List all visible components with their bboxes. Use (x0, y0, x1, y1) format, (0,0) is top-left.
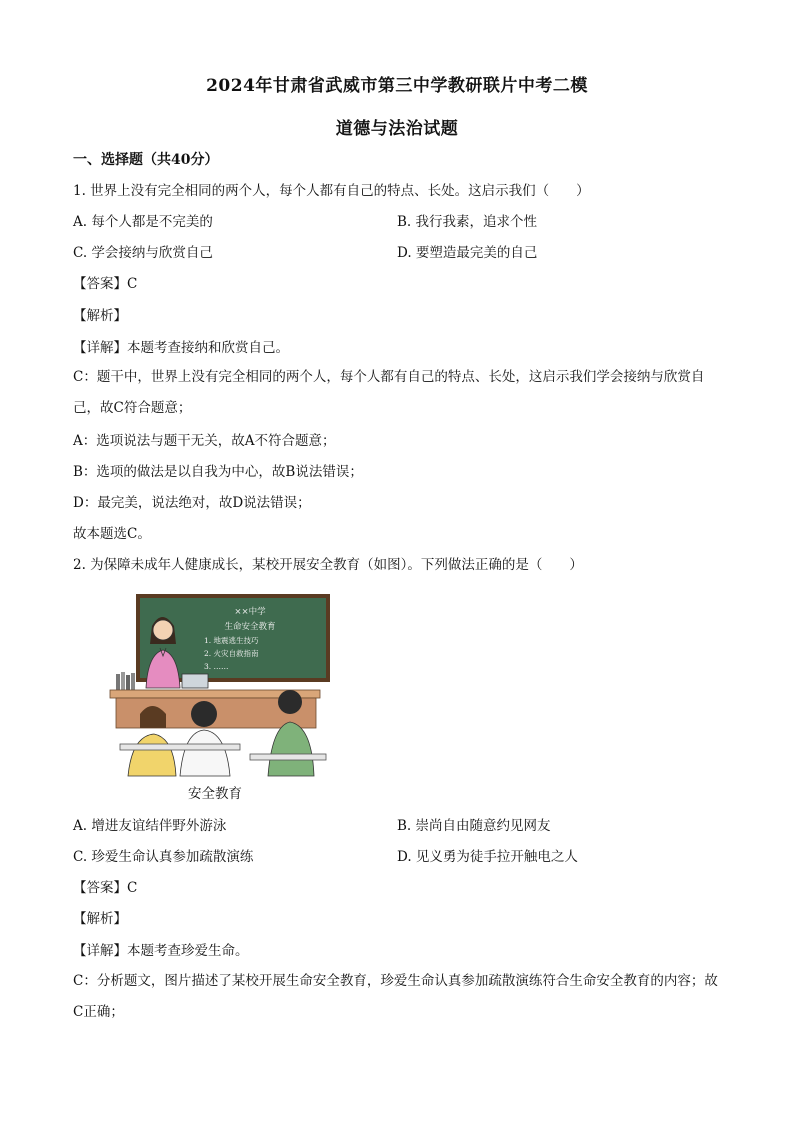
q2-explain-c: C：分析题文，图片描述了某校开展生命安全教育，珍爱生命认真参加疏散演练符合生命安全教育的内容；故C正确； (73, 973, 718, 1020)
q2-option-d: D. 见义勇为徒手拉开触电之人 (397, 849, 578, 865)
page-title: 2024年甘肃省武威市第三中学教研联片中考二模 (206, 76, 588, 96)
q1-explain-a: A：选项说法与题干无关，故A不符合题意； (73, 433, 336, 449)
q2-stem: 2. 为保障未成年人健康成长，某校开展安全教育（如图）。下列做法正确的是（ ） (73, 557, 583, 573)
classroom-illustration (100, 590, 330, 778)
q2-analysis: 【解析】 (73, 911, 127, 927)
board-line-4: 2. 火灾自救指南 (204, 649, 259, 658)
q1-explain-c: C：题干中，世界上没有完全相同的两个人，每个人都有自己的特点、长处，这启示我们学会接纳与欣赏自己，故C符合题意； (73, 369, 705, 416)
student-desk-right (250, 754, 326, 760)
board-line-2: 生命安全教育 (224, 622, 276, 632)
section-heading: 一、选择题（共40分） (73, 152, 219, 168)
q1-detail: 【详解】本题考查接纳和欣赏自己。 (73, 340, 289, 356)
q1-option-d: D. 要塑造最完美的自己 (397, 245, 538, 261)
page-subtitle: 道德与法治试题 (335, 119, 459, 139)
q1-option-c: C. 学会接纳与欣赏自己 (73, 245, 213, 261)
figure-caption: 安全教育 (188, 786, 242, 802)
student-desk (120, 744, 240, 750)
q2-option-b: B. 崇尚自由随意约见网友 (397, 818, 551, 834)
board-line-1: ××中学 (234, 607, 266, 617)
board-line-3: 1. 地震逃生技巧 (204, 636, 259, 645)
q2-option-c: C. 珍爱生命认真参加疏散演练 (73, 849, 254, 865)
board-line-5: 3. …… (204, 662, 229, 671)
q2-answer: 【答案】C (73, 880, 138, 896)
q1-explain-d: D：最完美，说法绝对，故D说法错误； (73, 495, 311, 511)
q1-option-b: B. 我行我素，追求个性 (397, 214, 538, 230)
q2-option-a: A. 增进友谊结伴野外游泳 (73, 818, 227, 834)
q1-explain-b: B：选项的做法是以自我为中心，故B说法错误； (73, 464, 363, 480)
q1-answer: 【答案】C (73, 276, 138, 292)
q1-stem: 1. 世界上没有完全相同的两个人，每个人都有自己的特点、长处。这启示我们（ ） (73, 183, 590, 199)
q1-analysis: 【解析】 (73, 308, 127, 324)
books (116, 672, 135, 690)
q2-detail: 【详解】本题考查珍爱生命。 (73, 943, 249, 959)
q1-option-a: A. 每个人都是不完美的 (73, 214, 213, 230)
q1-conclusion: 故本题选C。 (73, 526, 151, 542)
laptop (182, 674, 208, 688)
